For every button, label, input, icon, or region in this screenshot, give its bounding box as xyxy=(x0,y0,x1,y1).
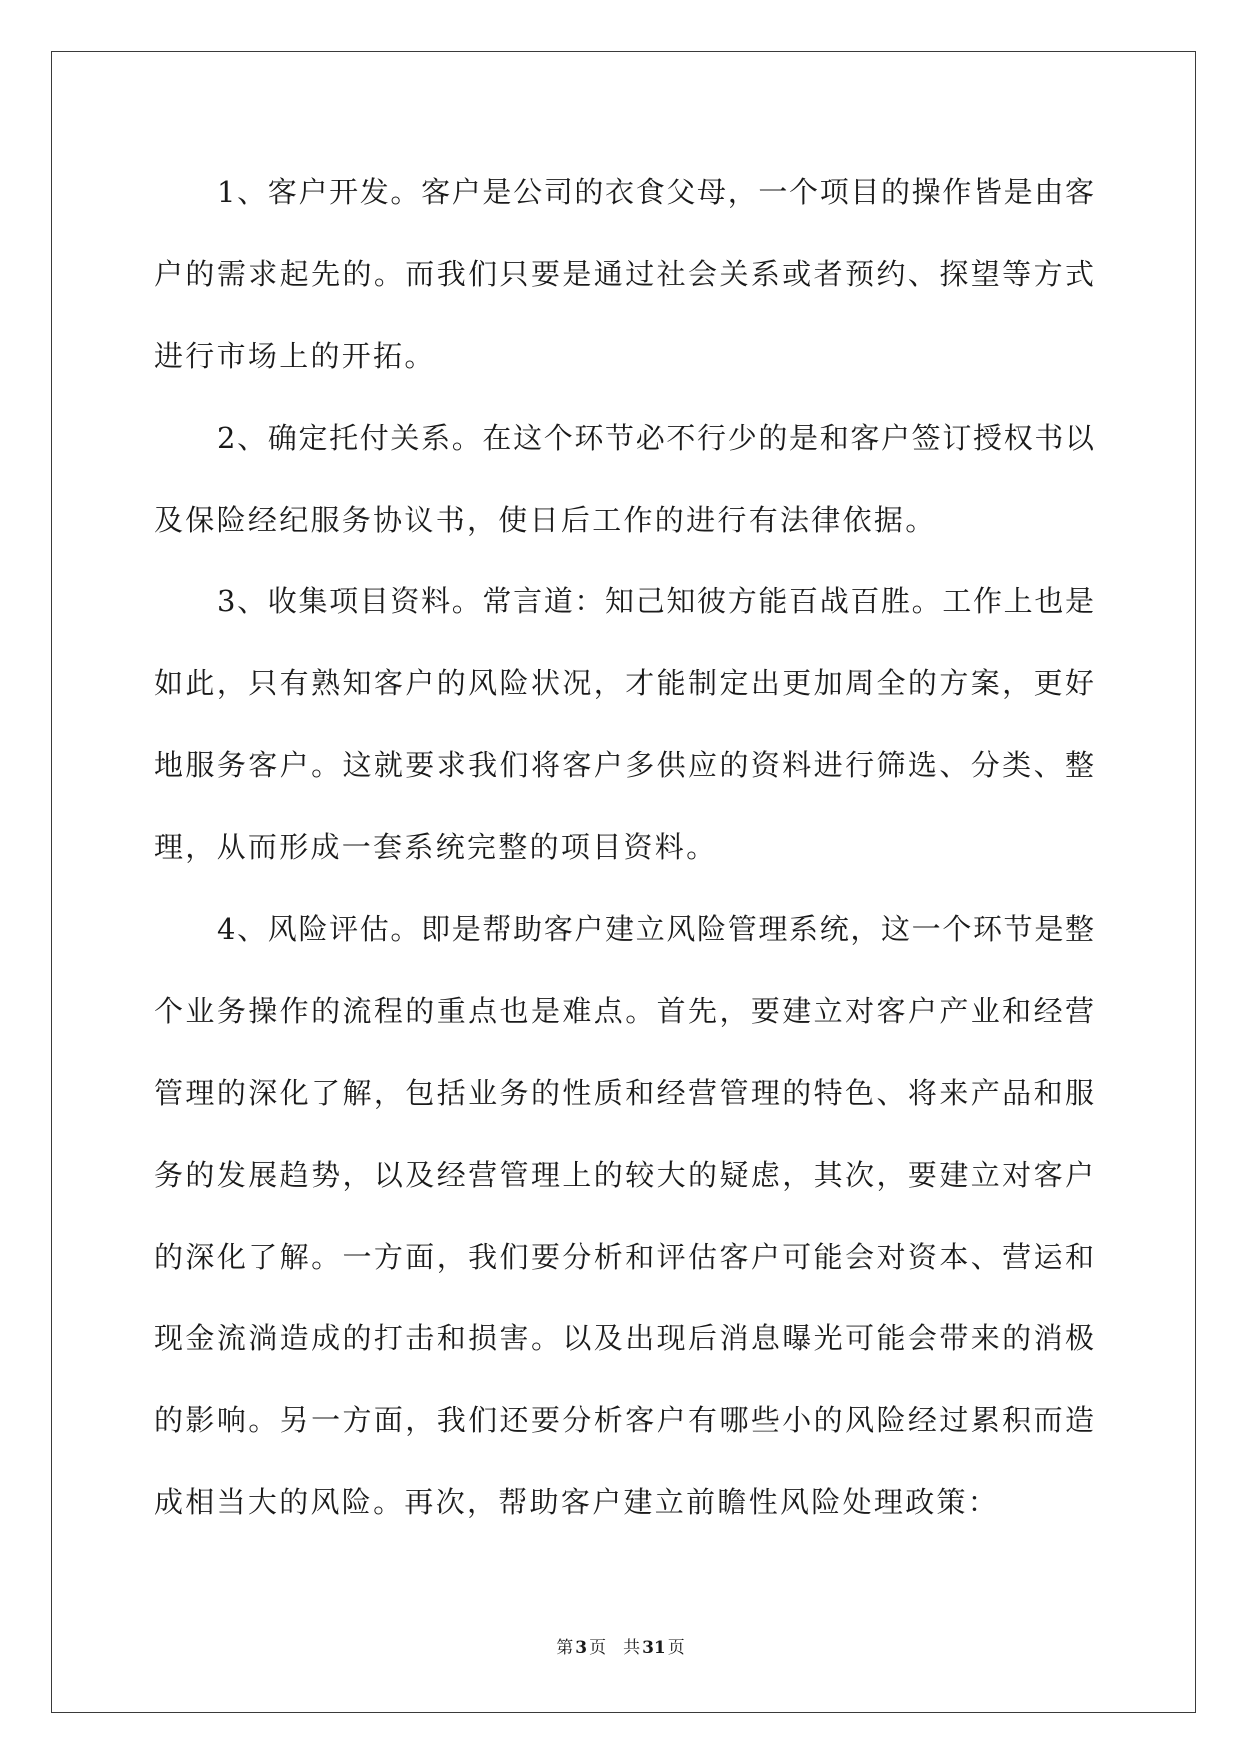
total-pages: 31 xyxy=(642,1638,666,1658)
footer-prefix: 第 xyxy=(556,1638,574,1658)
paragraph-line: 4、风险评估。即是帮助客户建立风险管理系统，这一个环节是整 xyxy=(217,912,1094,947)
paragraph-4 xyxy=(154,889,1094,1544)
paragraph-line: 1、客户开发。客户是公司的衣食父母，一个项目的操作皆是由客 xyxy=(217,175,1094,209)
paragraph-line: 如此，只有熟知客户的风险状况，才能制定出更加周全的方案，更好 xyxy=(154,666,1094,701)
paragraph-1 xyxy=(154,152,1094,398)
paragraph-line: 2、确定托付关系。在这个环节必不行少的是和客户签订授权书以 xyxy=(217,420,1094,455)
paragraph-line: 地服务客户。这就要求我们将客户多供应的资料进行筛选、分类、整 xyxy=(154,748,1094,783)
paragraph-line: 的影响。另一方面，我们还要分析客户有哪些小的风险经过累积而造 xyxy=(154,1403,1094,1438)
paragraph-line: 理，从而形成一套系统完整的项目资料。 xyxy=(154,830,718,865)
paragraph-line: 个业务操作的流程的重点也是难点。首先，要建立对客户产业和经营 xyxy=(154,993,1094,1028)
page-footer xyxy=(0,1636,1241,1660)
paragraph-line: 进行市场上的开拓。 xyxy=(154,338,436,373)
paragraph-line: 成相当大的风险。再次，帮助客户建立前瞻性风险处理政策： xyxy=(154,1485,1000,1520)
paragraph-line: 的深化了解。一方面，我们要分析和评估客户可能会对资本、营运和 xyxy=(154,1239,1094,1274)
paragraph-line: 3、收集项目资料。常言道：知己知彼方能百战百胜。工作上也是 xyxy=(217,584,1094,619)
paragraph-2 xyxy=(154,398,1094,562)
paragraph-line: 户的需求起先的。而我们只要是通过社会关系或者预约、探望等方式 xyxy=(154,256,1094,291)
footer-suffix: 页 xyxy=(667,1638,685,1658)
paragraph-3 xyxy=(154,561,1094,889)
paragraph-line: 及保险经纪服务协议书，使日后工作的进行有法律依据。 xyxy=(154,502,937,537)
page-number: 3 xyxy=(575,1638,588,1658)
paragraph-line: 管理的深化了解，包括业务的性质和经营管理的特色、将来产品和服 xyxy=(154,1075,1094,1110)
footer-middle: 页 共 xyxy=(589,1638,641,1658)
paragraph-line: 务的发展趋势，以及经营管理上的较大的疑虑，其次，要建立对客户 xyxy=(154,1157,1094,1192)
document-body xyxy=(154,152,1094,1544)
paragraph-line: 现金流淌造成的打击和损害。以及出现后消息曝光可能会带来的消极 xyxy=(154,1321,1094,1356)
